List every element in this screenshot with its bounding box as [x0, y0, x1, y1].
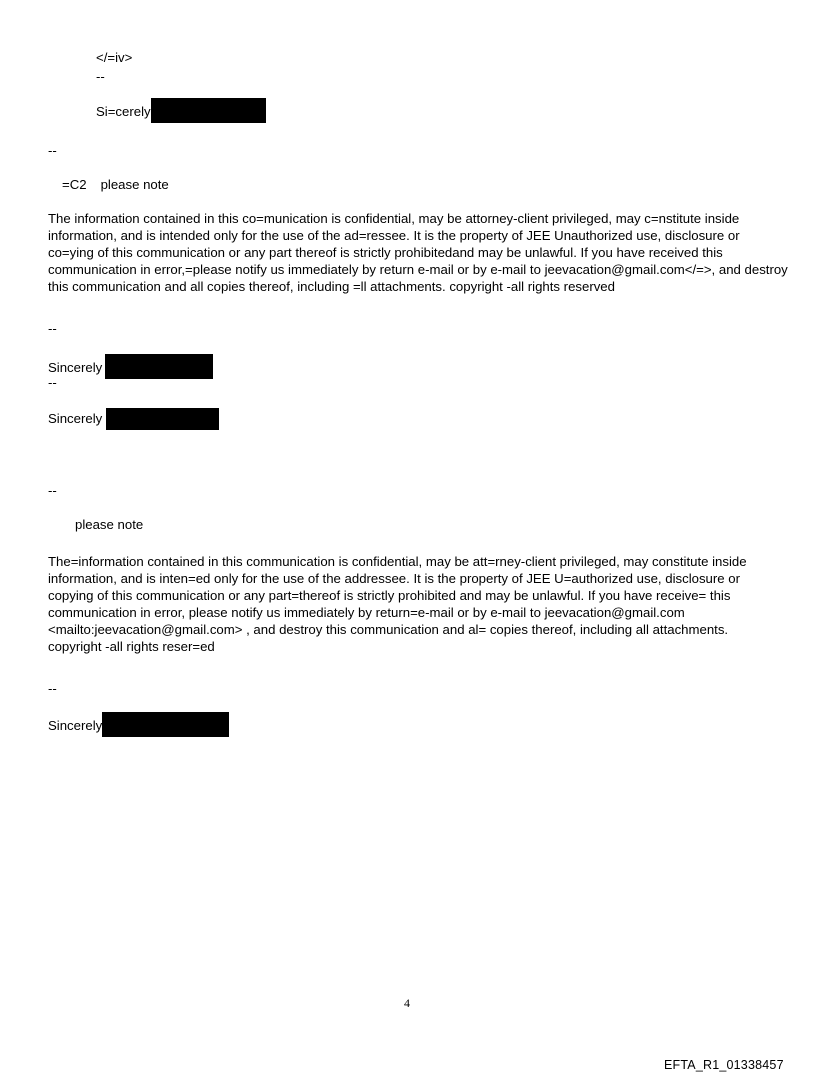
signature-line [48, 712, 229, 737]
document-id-footer: EFTA_R1_01338457 [664, 1058, 784, 1072]
signature-label: Sincerely [48, 411, 103, 426]
separator-dash: -- [48, 143, 57, 158]
separator-dash: -- [48, 321, 57, 336]
signature-label: Si=cerely [96, 104, 151, 119]
signature-line [96, 98, 266, 123]
confidentiality-paragraph: The information contained in this co=munication is confidential, may be attorney-client privileged, may c=nstitute inside information, and is intended only for the use of the ad=ressee. It is the property of JEE Unauthorized use, disclosure or co=ying of this communication or any part thereof is strictly prohibitedand may be unlawful. If you have received this communication in error,=please notify us immediately by return e-mail or by e-mail to jeevacation@gmail.com</=>, and destroy this communication and all copies thereof, including =ll attachments. copyright -all rights reserved [48, 211, 788, 294]
note-heading [62, 176, 169, 193]
separator-dash: -- [48, 375, 57, 390]
separator-dash: -- [48, 483, 57, 498]
redaction-box [102, 712, 229, 737]
signature-line [48, 408, 219, 430]
confidentiality-paragraph: The=information contained in this communication is confidential, may be att=rney-client privileged, may constitute inside information, and is inten=ed only for the use of the addressee. It is the property of JEE U=authorized use, disclosure or copying of this communication or any part=thereof is strictly prohibited and may be unlawful. If you have receive= this communication in error, please notify us immediately by return=e-mail or by e-mail to jeevacation@gmail.com <mailto:jeevacation@gmail.com> , and destroy this communication and al= copies thereof, including all attachments. copyright -all rights reser=ed [48, 554, 747, 654]
redaction-box [151, 98, 266, 123]
signature-label: Sincerely [48, 360, 103, 375]
note-prefix: =C2 [62, 177, 87, 192]
redaction-box [105, 354, 213, 379]
redaction-box [106, 408, 219, 430]
note-label: please note [100, 177, 169, 192]
separator-dash: -- [48, 681, 57, 696]
signature-label: Sincerely [48, 718, 103, 733]
page-number: 4 [404, 996, 410, 1010]
separator-dash: -- [96, 69, 105, 84]
note-label: please note [75, 517, 144, 532]
closing-tag-text: </=iv> [96, 50, 133, 65]
signature-line [48, 354, 213, 379]
